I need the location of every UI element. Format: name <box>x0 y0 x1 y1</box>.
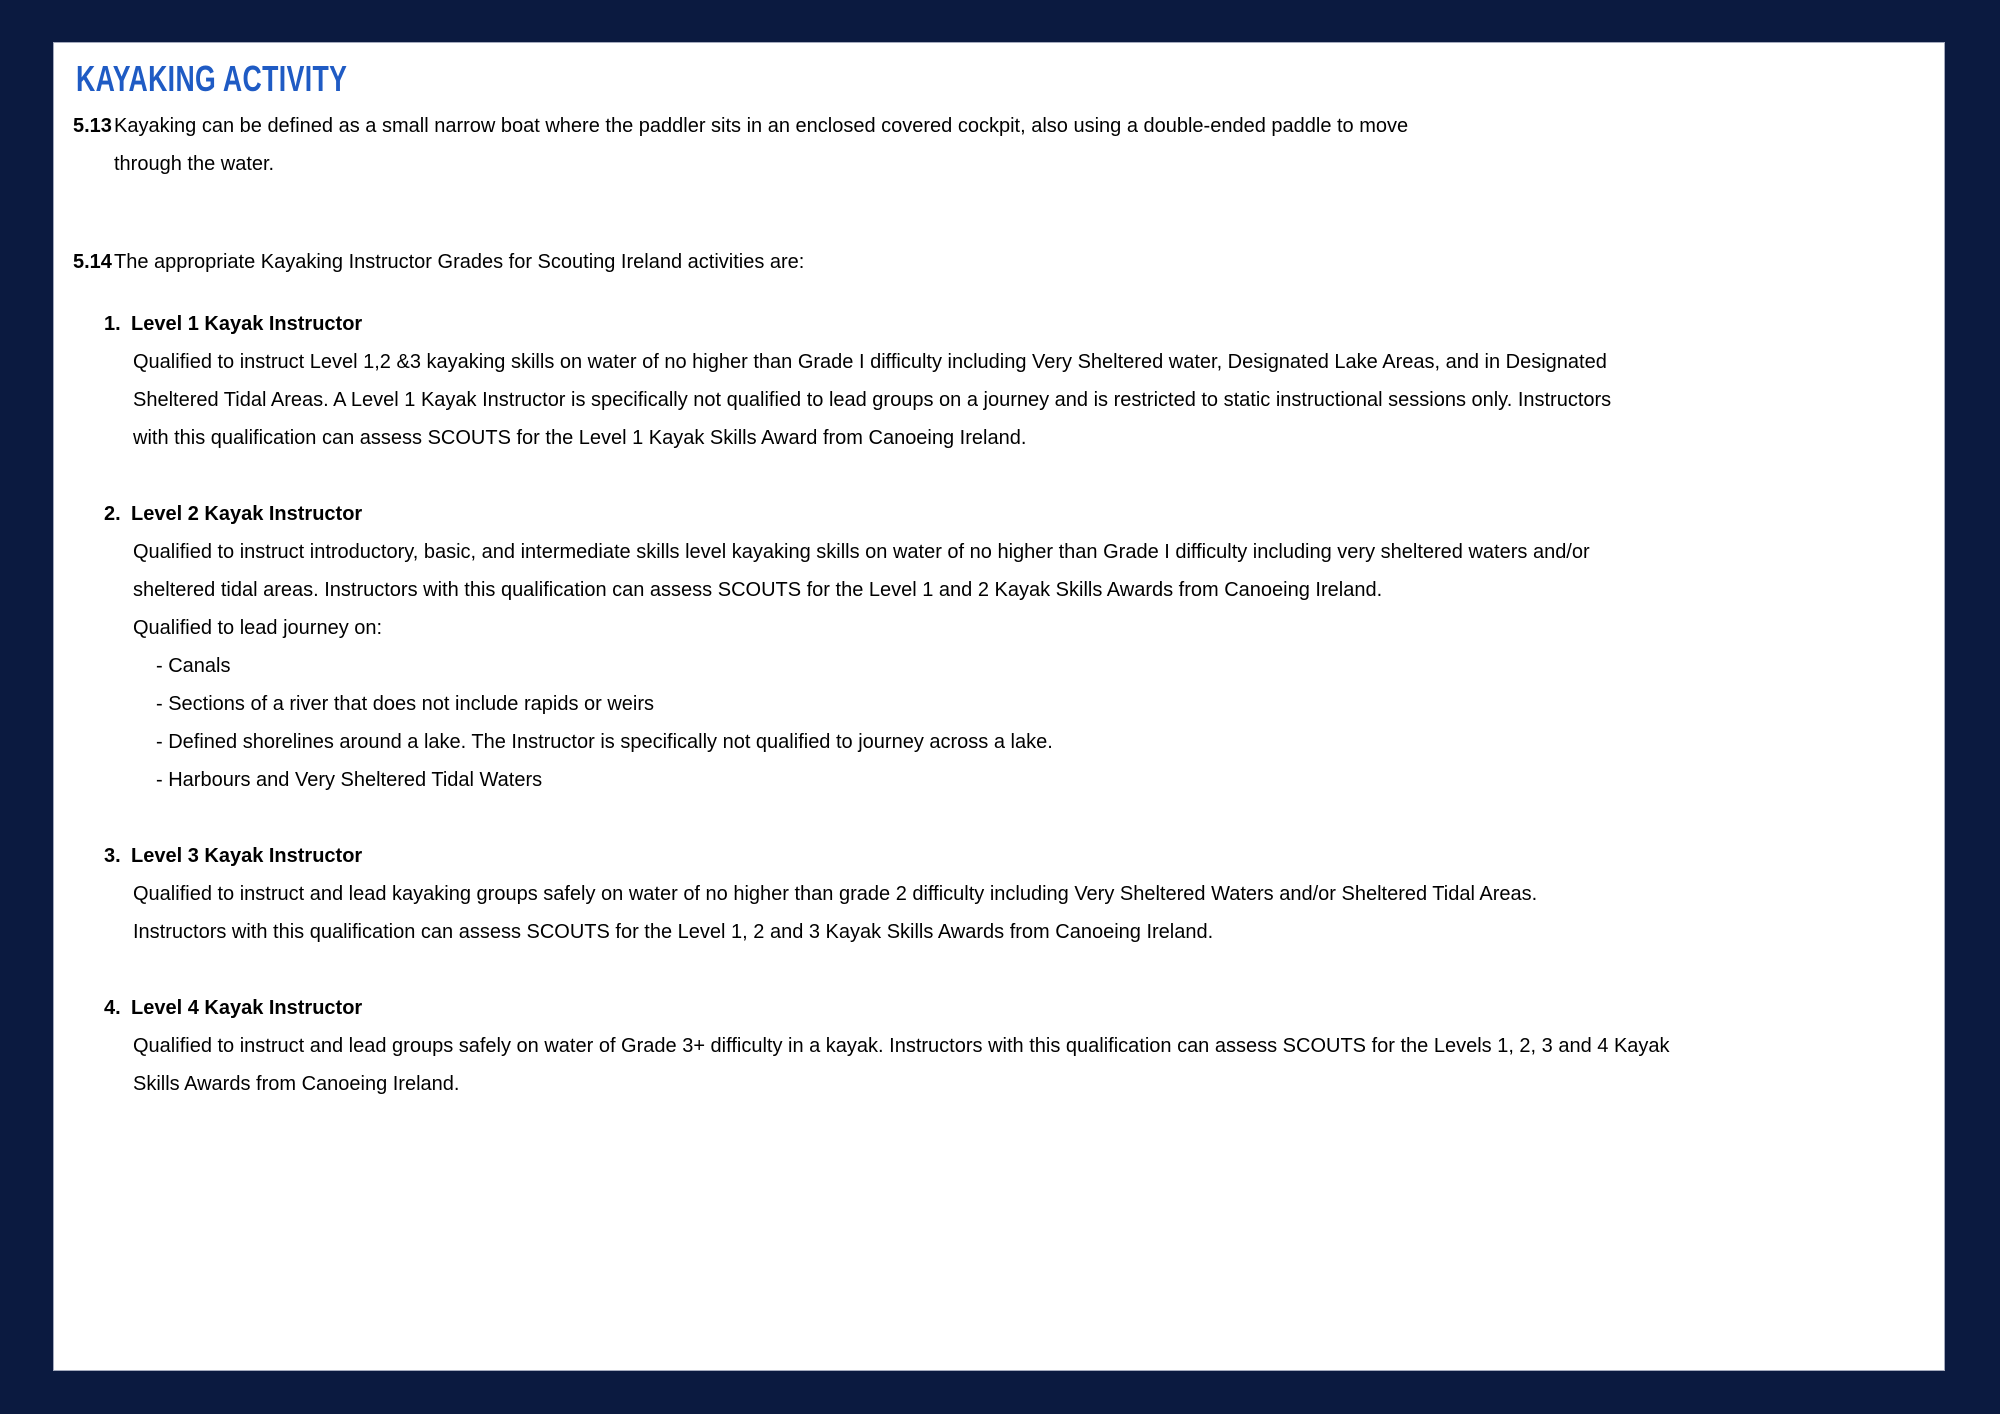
page-title: KAYAKING ACTIVITY <box>76 58 348 99</box>
grade-number: 4. <box>104 997 121 1019</box>
grade-title: Level 2 Kayak Instructor <box>131 503 363 525</box>
paragraph-text: Kayaking can be defined as a small narrow boat where the paddler sits in an enclosed covered cockpit, also using a double-ended paddle to move through the water. <box>114 115 1409 175</box>
paragraph-5-13 <box>73 107 1473 183</box>
journey-list-item: - Harbours and Very Sheltered Tidal Waters <box>156 769 543 791</box>
grade-heading <box>104 837 1944 875</box>
grade-description: Qualified to instruct and lead groups safely on water of Grade 3+ difficulty in a kayak. Instructors with this qualification can assess SCOUTS for the Levels 1, 2, 3 and 4 Kayak Skills Awards from Canoeing Ireland. <box>133 1035 1670 1095</box>
instructor-grades-list <box>104 305 1944 1103</box>
journey-list <box>156 647 1944 799</box>
grade-description: Qualified to instruct Level 1,2 &3 kayaking skills on water of no higher than Grade I difficulty including Very Sheltered water, Designated Lake Areas, and in Designated Sheltered Tidal Areas. A Level 1 Kayak Instructor is specifically not qualified to lead groups on a journey and is restricted to static instructional sessions only. Instructors with this qualification can assess SCOUTS for the Level 1 Kayak Skills Award from Canoeing Ireland. <box>133 351 1612 449</box>
paragraph-5-14 <box>73 243 1944 281</box>
grade-heading <box>104 305 1944 343</box>
paragraph-number: 5.13 <box>73 115 112 137</box>
paragraph-text: The appropriate Kayaking Instructor Grades for Scouting Ireland activities are: <box>114 251 805 273</box>
journey-lead-in: Qualified to lead journey on: <box>133 617 383 639</box>
grade-heading <box>104 495 1944 533</box>
grade-item-level-4 <box>104 989 1944 1103</box>
grade-heading <box>104 989 1944 1027</box>
grade-title: Level 3 Kayak Instructor <box>131 845 363 867</box>
grade-description: Qualified to instruct introductory, basic, and intermediate skills level kayaking skills on water of no higher than Grade I difficulty including very sheltered waters and/or sheltered tidal areas. Instructors with this qualification can assess SCOUTS for the Level 1 and 2 Kayak Skills Awards from Canoeing Ireland. <box>133 541 1590 601</box>
grade-item-level-2 <box>104 495 1944 799</box>
grade-item-level-1 <box>104 305 1944 457</box>
journey-list-item: - Canals <box>156 655 231 677</box>
journey-list-item: - Defined shorelines around a lake. The Instructor is specifically not qualified to journey across a lake. <box>156 731 1053 753</box>
grade-item-level-3 <box>104 837 1944 951</box>
paragraph-number: 5.14 <box>73 251 112 273</box>
grade-title: Level 1 Kayak Instructor <box>131 313 363 335</box>
grade-number: 1. <box>104 313 121 335</box>
grade-description: Qualified to instruct and lead kayaking groups safely on water of no higher than grade 2 difficulty including Very Sheltered Waters and/or Sheltered Tidal Areas. Instructors with this qualification can assess SCOUTS for the Level 1, 2 and 3 Kayak Skills Awards from Canoeing Ireland. <box>133 883 1538 943</box>
grade-title: Level 4 Kayak Instructor <box>131 997 363 1019</box>
document-page <box>53 42 1945 1371</box>
grade-number: 3. <box>104 845 121 867</box>
journey-list-item: - Sections of a river that does not include rapids or weirs <box>156 693 655 715</box>
grade-number: 2. <box>104 503 121 525</box>
